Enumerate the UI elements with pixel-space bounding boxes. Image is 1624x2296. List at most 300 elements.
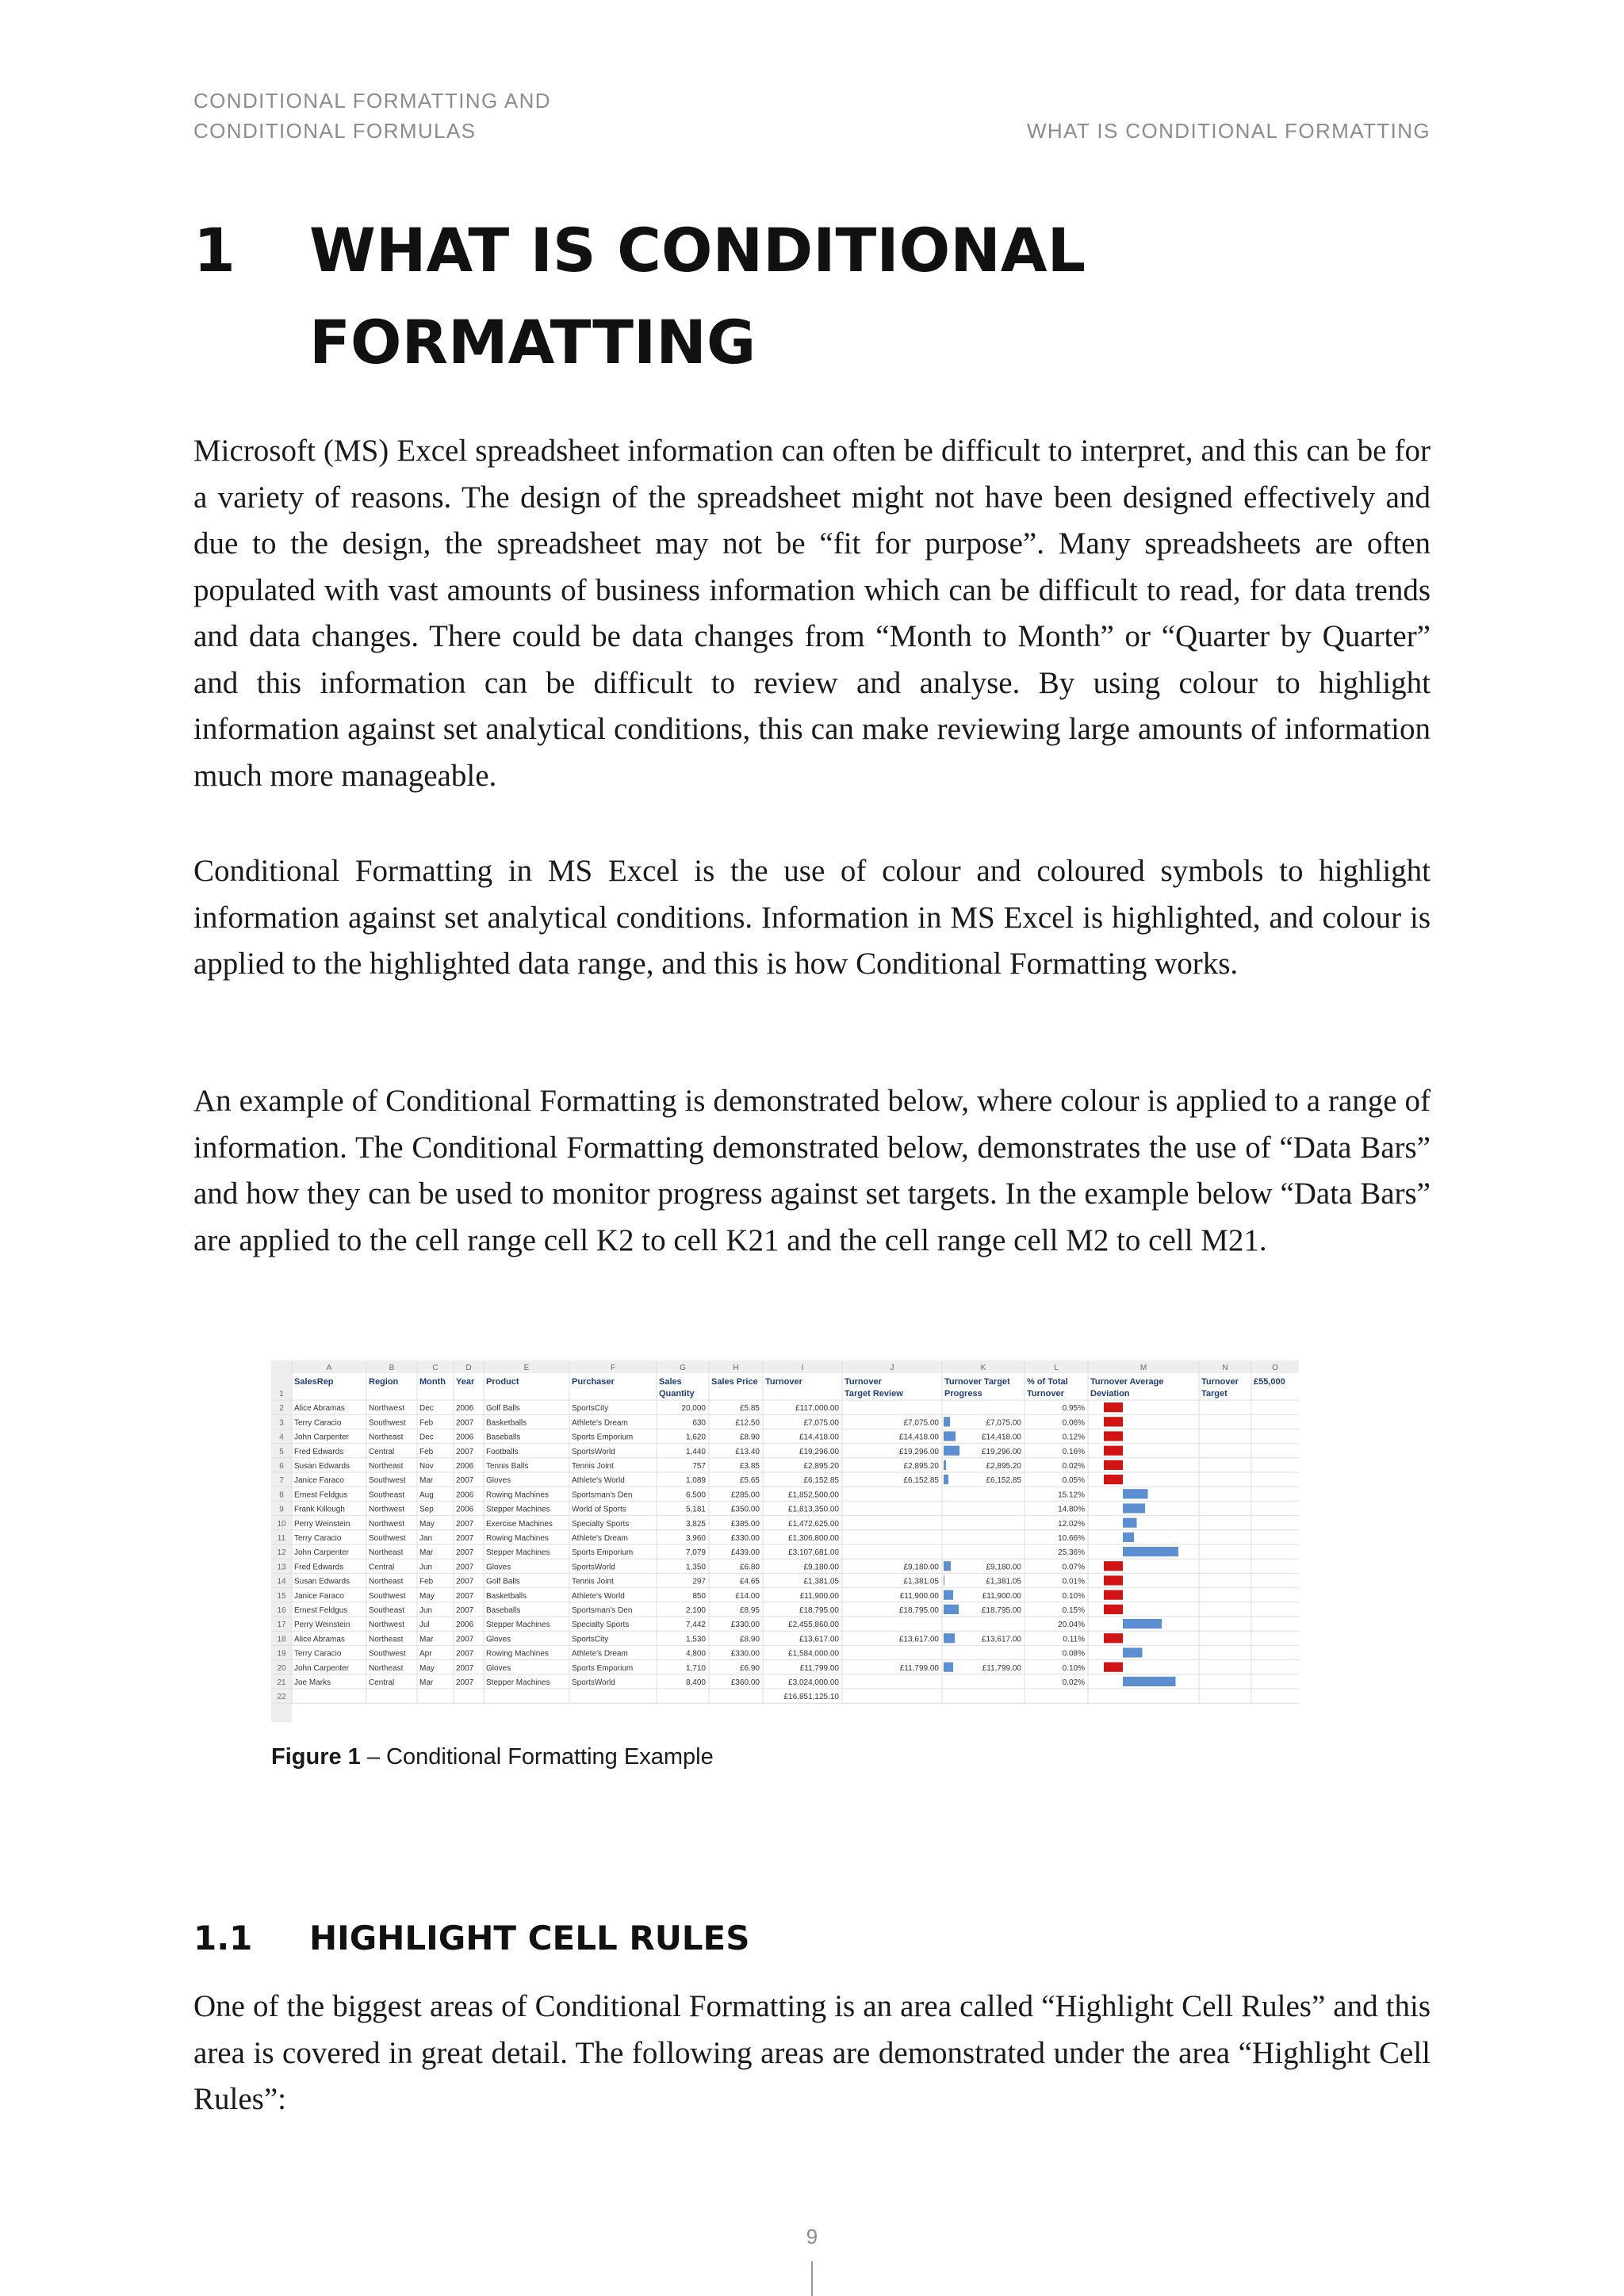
table-cell: May bbox=[419, 1591, 435, 1601]
column-header-line2: Turnover bbox=[1027, 1389, 1064, 1399]
deviation-data-bar bbox=[1104, 1663, 1123, 1672]
column-header-line2: Target Review bbox=[845, 1389, 903, 1399]
table-cell: £9,180.00 bbox=[803, 1563, 839, 1572]
table-cell: Mar bbox=[419, 1678, 434, 1687]
table-cell: Mar bbox=[419, 1635, 434, 1644]
table-cell: Joe Marks bbox=[294, 1678, 331, 1687]
table-cell: £330.00 bbox=[730, 1649, 760, 1659]
table-cell: £13.40 bbox=[735, 1447, 760, 1456]
table-cell: £18,795.00 bbox=[799, 1606, 839, 1615]
table-cell: Specialty Sports bbox=[572, 1519, 630, 1529]
table-cell: £11,900.00 bbox=[899, 1591, 939, 1601]
table-cell: Sportsman's Den bbox=[572, 1606, 633, 1615]
table-cell: Footballs bbox=[486, 1447, 519, 1456]
deviation-data-bar bbox=[1123, 1547, 1178, 1556]
table-cell: 0.15% bbox=[1062, 1606, 1085, 1615]
running-header-left bbox=[193, 86, 551, 146]
table-cell: SportsWorld bbox=[572, 1563, 615, 1572]
column-letter: I bbox=[801, 1364, 804, 1372]
table-cell: Stepper Machines bbox=[486, 1505, 550, 1514]
table-cell: £8.90 bbox=[739, 1433, 760, 1442]
table-cell: £11,799.00 bbox=[899, 1663, 939, 1673]
table-cell: £6,152.85 bbox=[903, 1476, 939, 1486]
table-cell: Stepper Machines bbox=[486, 1678, 550, 1687]
table-cell: £3.85 bbox=[739, 1462, 760, 1471]
column-header: SalesRep bbox=[294, 1377, 334, 1387]
column-header-line2: Target bbox=[1201, 1389, 1228, 1399]
table-cell: 1,440 bbox=[685, 1447, 706, 1456]
table-cell: 2007 bbox=[456, 1678, 474, 1687]
deviation-data-bar bbox=[1104, 1431, 1123, 1441]
table-cell: 2007 bbox=[456, 1649, 474, 1659]
deviation-data-bar bbox=[1104, 1575, 1123, 1585]
table-cell: 2007 bbox=[456, 1418, 474, 1428]
deviation-data-bar bbox=[1123, 1677, 1176, 1686]
progress-data-bar bbox=[944, 1417, 950, 1426]
column-header-line2: Quantity bbox=[659, 1389, 695, 1399]
table-cell: £2,455,860.00 bbox=[788, 1621, 839, 1630]
table-cell: Northwest bbox=[369, 1519, 405, 1529]
table-cell: 20,000 bbox=[681, 1404, 706, 1414]
deviation-data-bar bbox=[1123, 1647, 1143, 1657]
table-cell: Alice Abramas bbox=[294, 1635, 345, 1644]
deviation-data-bar bbox=[1123, 1503, 1145, 1513]
paragraph-example: An example of Conditional Formatting is demonstrated below, where colour is applied to a range of information. The Conditional Formatting demonstrated below, demonstrates the use of “Data Bars” and how they can be used to monitor progress against set targets. In the example below “Data Bars” are applied to the cell range cell K2 to cell K21 and the cell range cell M2 to cell M21. bbox=[193, 1084, 1431, 1257]
table-cell: 14.80% bbox=[1058, 1505, 1085, 1514]
column-letter: F bbox=[610, 1364, 616, 1372]
table-cell: 0.95% bbox=[1062, 1404, 1085, 1414]
deviation-data-bar bbox=[1104, 1590, 1123, 1600]
table-cell: Southwest bbox=[369, 1649, 406, 1659]
column-letter: O bbox=[1272, 1364, 1278, 1372]
table-cell: £14.00 bbox=[735, 1591, 760, 1601]
table-cell: £8.95 bbox=[739, 1606, 760, 1615]
table-cell: Feb bbox=[419, 1577, 434, 1586]
table-cell: 2007 bbox=[456, 1663, 474, 1673]
table-cell: Janice Faraco bbox=[294, 1591, 344, 1601]
table-cell: Perry Weinstein bbox=[294, 1519, 350, 1529]
table-cell: 3,825 bbox=[685, 1519, 706, 1529]
table-cell: £14,418.00 bbox=[799, 1433, 839, 1442]
deviation-data-bar bbox=[1104, 1417, 1123, 1426]
deviation-data-bar bbox=[1123, 1619, 1162, 1628]
table-cell: 0.02% bbox=[1062, 1462, 1085, 1471]
table-cell: £7,075.00 bbox=[903, 1418, 939, 1428]
section-number: 1.1 bbox=[193, 1919, 253, 1957]
chapter-title bbox=[309, 205, 1419, 388]
turnover-total: £16,851,125.10 bbox=[783, 1693, 839, 1702]
table-cell: 5,181 bbox=[685, 1505, 706, 1514]
table-cell: Apr bbox=[419, 1649, 432, 1659]
table-cell: Central bbox=[369, 1563, 395, 1572]
table-cell: Gloves bbox=[486, 1476, 511, 1486]
table-cell: Gloves bbox=[486, 1635, 511, 1644]
table-cell: Feb bbox=[419, 1418, 434, 1428]
row-number: 17 bbox=[277, 1621, 286, 1630]
table-cell: £9,180.00 bbox=[986, 1563, 1021, 1572]
chapter-title-line1: WHAT IS CONDITIONAL bbox=[309, 215, 1086, 285]
table-cell: 3,960 bbox=[685, 1534, 706, 1543]
column-header: £55,000 bbox=[1254, 1377, 1285, 1387]
table-cell: 4,800 bbox=[685, 1649, 706, 1659]
paragraph-highlight-cell-rules: One of the biggest areas of Conditional Formatting is an area called “Highlight Cell Rules” and this area is covered in great detail. The following areas are demonstrated under the area “Highlight Cell Rules”: bbox=[193, 1989, 1431, 2116]
table-cell: 25.36% bbox=[1058, 1548, 1085, 1558]
table-cell: 10.66% bbox=[1058, 1534, 1085, 1543]
table-cell: £3,107,681.00 bbox=[788, 1548, 839, 1558]
table-cell: £1,306,800.00 bbox=[788, 1534, 839, 1543]
column-header: Region bbox=[369, 1377, 399, 1387]
table-cell: Southwest bbox=[369, 1476, 406, 1486]
table-cell: Dec bbox=[419, 1404, 434, 1414]
table-cell: World of Sports bbox=[572, 1505, 626, 1514]
table-cell: 2007 bbox=[456, 1563, 474, 1572]
row-number: 6 bbox=[279, 1462, 284, 1471]
column-header: Sales Price bbox=[711, 1377, 758, 1387]
table-cell: Northeast bbox=[369, 1635, 404, 1644]
table-cell: Jun bbox=[419, 1606, 433, 1615]
row-number: 10 bbox=[277, 1519, 286, 1529]
progress-data-bar bbox=[944, 1663, 953, 1672]
spreadsheet-image bbox=[271, 1360, 1354, 1722]
header-left-line1: CONDITIONAL FORMATTING AND bbox=[193, 89, 551, 113]
table-cell: Jul bbox=[419, 1621, 430, 1630]
table-cell: Gloves bbox=[486, 1563, 511, 1572]
table-cell: Southwest bbox=[369, 1418, 406, 1428]
table-cell: Athlete's Dream bbox=[572, 1649, 628, 1659]
table-cell: £11,900.00 bbox=[982, 1591, 1021, 1601]
row-number: 9 bbox=[279, 1505, 284, 1514]
table-cell: 297 bbox=[692, 1577, 706, 1586]
table-cell: Nov bbox=[419, 1462, 434, 1471]
column-header-line2: Progress bbox=[944, 1389, 982, 1399]
table-cell: SportsCity bbox=[572, 1635, 609, 1644]
table-cell: £13,617.00 bbox=[898, 1635, 939, 1644]
table-cell: 757 bbox=[692, 1462, 706, 1471]
progress-data-bar bbox=[944, 1590, 953, 1600]
table-cell: Fred Edwards bbox=[294, 1447, 344, 1456]
column-letter: H bbox=[733, 1364, 739, 1372]
table-cell: Southwest bbox=[369, 1591, 406, 1601]
table-cell: £6.80 bbox=[739, 1563, 760, 1572]
table-cell: 1,350 bbox=[685, 1563, 706, 1572]
table-cell: Perry Weinstein bbox=[294, 1621, 350, 1630]
table-cell: SportsWorld bbox=[572, 1447, 615, 1456]
table-cell: 0.11% bbox=[1063, 1635, 1085, 1644]
table-cell: 12.02% bbox=[1058, 1519, 1085, 1529]
table-cell: 2007 bbox=[456, 1534, 474, 1543]
table-cell: 2007 bbox=[456, 1591, 474, 1601]
row-number: 2 bbox=[279, 1404, 284, 1414]
table-cell: £439.00 bbox=[730, 1548, 760, 1558]
table-cell: £1,813,350.00 bbox=[788, 1505, 839, 1514]
table-cell: 2007 bbox=[456, 1548, 474, 1558]
column-letter: N bbox=[1222, 1364, 1228, 1372]
deviation-data-bar bbox=[1104, 1561, 1123, 1571]
row-number: 20 bbox=[277, 1663, 286, 1673]
figure-caption-text: – Conditional Formatting Example bbox=[360, 1744, 714, 1770]
header-left-line2: CONDITIONAL FORMULAS bbox=[193, 119, 477, 143]
table-cell: Northwest bbox=[369, 1505, 405, 1514]
progress-data-bar bbox=[944, 1633, 955, 1643]
table-cell: 8,400 bbox=[685, 1678, 706, 1687]
table-cell: 0.16% bbox=[1062, 1447, 1085, 1456]
table-cell: Southwest bbox=[369, 1534, 406, 1543]
table-cell: Sports Emporium bbox=[572, 1433, 634, 1442]
deviation-data-bar bbox=[1123, 1533, 1134, 1542]
deviation-data-bar bbox=[1104, 1633, 1123, 1643]
table-cell: Baseballs bbox=[486, 1433, 521, 1442]
table-cell: 7,442 bbox=[685, 1621, 706, 1630]
table-cell: £9,180.00 bbox=[903, 1563, 939, 1572]
table-cell: £11,799.00 bbox=[799, 1663, 839, 1673]
table-cell: 1,089 bbox=[685, 1476, 706, 1486]
table-cell: £2,895.20 bbox=[803, 1462, 839, 1471]
table-cell: Ernest Feldgus bbox=[294, 1490, 348, 1500]
chapter-title-line2: FORMATTING bbox=[309, 307, 756, 377]
table-cell: Southeast bbox=[369, 1490, 405, 1500]
table-cell: Specialty Sports bbox=[572, 1621, 630, 1630]
page-number: 9 bbox=[806, 2225, 818, 2248]
table-cell: Terry Caracio bbox=[294, 1649, 342, 1659]
chapter-number: 1 bbox=[193, 215, 236, 285]
table-cell: May bbox=[419, 1663, 435, 1673]
table-cell: Feb bbox=[419, 1447, 434, 1456]
table-cell: 0.12% bbox=[1062, 1433, 1085, 1442]
table-cell: Central bbox=[369, 1678, 395, 1687]
table-cell: £13,617.00 bbox=[799, 1635, 839, 1644]
progress-data-bar bbox=[944, 1431, 956, 1441]
spreadsheet-figure bbox=[271, 1360, 1354, 1722]
table-cell: Tennis Joint bbox=[572, 1462, 614, 1471]
row-number: 15 bbox=[277, 1591, 286, 1601]
table-cell: 1,620 bbox=[685, 1433, 706, 1442]
table-cell: 2006 bbox=[456, 1621, 474, 1630]
table-cell: May bbox=[419, 1519, 435, 1529]
table-cell: Jun bbox=[419, 1563, 433, 1572]
row-number: 14 bbox=[277, 1577, 286, 1586]
column-header: Sales bbox=[659, 1377, 682, 1387]
table-cell: £7,075.00 bbox=[803, 1418, 839, 1428]
table-cell: £330.00 bbox=[730, 1621, 760, 1630]
table-cell: 7,079 bbox=[685, 1548, 706, 1558]
table-cell: £285.00 bbox=[730, 1490, 760, 1500]
table-cell: Stepper Machines bbox=[486, 1621, 550, 1630]
column-letter: B bbox=[389, 1364, 395, 1372]
table-cell: 20.04% bbox=[1058, 1621, 1085, 1630]
row-number: 7 bbox=[279, 1476, 284, 1486]
table-cell: £11,799.00 bbox=[982, 1663, 1021, 1673]
table-cell: 2006 bbox=[456, 1505, 474, 1514]
table-cell: 0.06% bbox=[1062, 1418, 1085, 1428]
column-letter: A bbox=[326, 1364, 332, 1372]
table-cell: Golf Balls bbox=[486, 1404, 520, 1414]
figure-label: Figure 1 bbox=[271, 1744, 361, 1770]
row-number: 5 bbox=[279, 1447, 284, 1456]
table-cell: Rowing Machines bbox=[486, 1649, 549, 1659]
table-cell: Sportsman's Den bbox=[572, 1490, 633, 1500]
table-cell: 2007 bbox=[456, 1606, 474, 1615]
paragraph-definition: Conditional Formatting in MS Excel is the use of colour and coloured symbols to highlight information against set analytical conditions. Information in MS Excel is highlighted, and colour is applied to the highlighted data range, and this is how Conditional Formatting works. bbox=[193, 854, 1431, 981]
table-cell: 6,500 bbox=[685, 1490, 706, 1500]
row-number: 18 bbox=[277, 1635, 286, 1644]
column-header-line2: Deviation bbox=[1090, 1389, 1130, 1399]
section-title: HIGHLIGHT CELL RULES bbox=[309, 1919, 750, 1957]
column-header: Turnover bbox=[845, 1377, 882, 1387]
column-letter: M bbox=[1139, 1364, 1147, 1372]
table-cell: £1,381.05 bbox=[903, 1577, 939, 1586]
table-cell: £6.90 bbox=[739, 1663, 760, 1673]
row-number: 19 bbox=[277, 1649, 286, 1659]
table-cell: Athlete's World bbox=[572, 1476, 625, 1486]
table-cell: Janice Faraco bbox=[294, 1476, 344, 1486]
table-cell: Susan Edwards bbox=[294, 1577, 350, 1586]
table-cell: 0.08% bbox=[1062, 1649, 1085, 1659]
table-cell: Northeast bbox=[369, 1663, 404, 1673]
table-cell: £330.00 bbox=[730, 1534, 760, 1543]
table-cell: Dec bbox=[419, 1433, 434, 1442]
deviation-data-bar bbox=[1104, 1475, 1123, 1484]
table-cell: John Carpenter bbox=[294, 1433, 349, 1442]
progress-data-bar bbox=[944, 1605, 959, 1614]
table-cell: £385.00 bbox=[730, 1519, 760, 1529]
table-cell: Athlete's World bbox=[572, 1591, 625, 1601]
table-cell: Northwest bbox=[369, 1404, 405, 1414]
row-number: 1 bbox=[279, 1390, 284, 1399]
column-letter: L bbox=[1054, 1364, 1059, 1372]
table-cell: Mar bbox=[419, 1476, 434, 1486]
table-cell: Sports Emporium bbox=[572, 1663, 634, 1673]
table-cell: Susan Edwards bbox=[294, 1462, 350, 1471]
table-cell: 0.10% bbox=[1062, 1663, 1085, 1673]
progress-data-bar bbox=[944, 1460, 946, 1470]
row-number: 12 bbox=[277, 1548, 286, 1558]
column-header: Product bbox=[486, 1377, 519, 1387]
column-header: Turnover Average bbox=[1090, 1377, 1164, 1387]
table-cell: Basketballs bbox=[486, 1418, 527, 1428]
table-cell: £14,418.00 bbox=[898, 1433, 939, 1442]
column-letter: D bbox=[465, 1364, 472, 1372]
progress-data-bar bbox=[944, 1561, 951, 1571]
table-cell: John Carpenter bbox=[294, 1548, 349, 1558]
table-cell: Baseballs bbox=[486, 1606, 521, 1615]
row-number: 4 bbox=[279, 1433, 284, 1442]
table-cell: Sep bbox=[419, 1505, 434, 1514]
table-cell: 2007 bbox=[456, 1635, 474, 1644]
table-cell: £14,418.00 bbox=[981, 1433, 1021, 1442]
deviation-data-bar bbox=[1104, 1446, 1123, 1456]
column-letter: K bbox=[980, 1364, 986, 1372]
deviation-data-bar bbox=[1104, 1460, 1123, 1470]
page-number-rule bbox=[811, 2261, 813, 2296]
row-number: 11 bbox=[277, 1534, 286, 1543]
table-cell: 0.05% bbox=[1062, 1476, 1085, 1486]
column-header: Turnover Target bbox=[944, 1377, 1010, 1387]
table-cell: 850 bbox=[692, 1591, 706, 1601]
table-cell: Alice Abramas bbox=[294, 1404, 345, 1414]
table-cell: £18,795.00 bbox=[898, 1606, 939, 1615]
running-header-right: WHAT IS CONDITIONAL FORMATTING bbox=[1026, 119, 1431, 143]
table-cell: Athlete's Dream bbox=[572, 1534, 628, 1543]
table-cell: Central bbox=[369, 1447, 395, 1456]
row-number: 16 bbox=[277, 1606, 286, 1615]
table-cell: 2006 bbox=[456, 1433, 474, 1442]
deviation-data-bar bbox=[1123, 1489, 1148, 1498]
figure-caption bbox=[271, 1744, 714, 1770]
column-header: Year bbox=[456, 1377, 475, 1387]
table-cell: £117,000.00 bbox=[795, 1404, 839, 1414]
table-cell: 2006 bbox=[456, 1490, 474, 1500]
table-cell: SportsCity bbox=[572, 1404, 609, 1414]
table-cell: Stepper Machines bbox=[486, 1548, 550, 1558]
table-cell: £5.65 bbox=[739, 1476, 760, 1486]
table-cell: £5.85 bbox=[739, 1404, 760, 1414]
paragraph-intro: Microsoft (MS) Excel spreadsheet information can often be difficult to interpret, and this can be for a variety of reasons. The design of the spreadsheet might not have been designed effectively and due to the design, the spreadsheet may not be “fit for purpose”. Many spreadsheets are often populated with vast amounts of business information which can be difficult to read, for data trends and data changes. There could be data changes from “Month to Month” or “Quarter by Quarter” and this information can be difficult to review and analyse. By using colour to highlight information against set analytical conditions, this can make reviewing large amounts of information much more manageable. bbox=[193, 434, 1431, 793]
table-cell: Basketballs bbox=[486, 1591, 527, 1601]
table-cell: £360.00 bbox=[730, 1678, 760, 1687]
table-cell: £1,584,000.00 bbox=[788, 1649, 839, 1659]
table-cell: £2,895.20 bbox=[986, 1462, 1021, 1471]
table-cell: Tennis Joint bbox=[572, 1577, 614, 1586]
table-cell: 0.02% bbox=[1062, 1678, 1085, 1687]
table-cell: 2007 bbox=[456, 1447, 474, 1456]
table-cell: 1,530 bbox=[685, 1635, 706, 1644]
table-cell: 2007 bbox=[456, 1577, 474, 1586]
column-letter: J bbox=[890, 1364, 894, 1372]
column-header: Month bbox=[419, 1377, 446, 1387]
row-number: 3 bbox=[279, 1418, 284, 1428]
table-cell: 630 bbox=[692, 1418, 706, 1428]
table-cell: Terry Caracio bbox=[294, 1418, 342, 1428]
table-cell: £18,795.00 bbox=[981, 1606, 1021, 1615]
column-letter: C bbox=[432, 1364, 439, 1372]
table-cell: Rowing Machines bbox=[486, 1534, 549, 1543]
column-header: Turnover bbox=[765, 1377, 802, 1387]
table-cell: Athlete's Dream bbox=[572, 1418, 628, 1428]
table-cell: 0.10% bbox=[1062, 1591, 1085, 1601]
table-cell: £13,617.00 bbox=[981, 1635, 1021, 1644]
table-cell: £1,472,625.00 bbox=[788, 1519, 839, 1529]
table-cell: Exercise Machines bbox=[486, 1519, 553, 1529]
deviation-data-bar bbox=[1104, 1605, 1123, 1614]
table-cell: Aug bbox=[419, 1490, 434, 1500]
table-cell: Northeast bbox=[369, 1433, 404, 1442]
table-cell: 0.07% bbox=[1062, 1563, 1085, 1572]
table-cell: £6,152.85 bbox=[986, 1476, 1021, 1486]
table-cell: Fred Edwards bbox=[294, 1563, 344, 1572]
table-cell: £19,296.00 bbox=[981, 1447, 1021, 1456]
table-cell: £1,381.05 bbox=[803, 1577, 839, 1586]
table-cell: Golf Balls bbox=[486, 1577, 520, 1586]
table-cell: £2,895.20 bbox=[903, 1462, 939, 1471]
table-cell: Tennis Balls bbox=[486, 1462, 529, 1471]
table-cell: Mar bbox=[419, 1548, 434, 1558]
table-cell: 2006 bbox=[456, 1462, 474, 1471]
deviation-data-bar bbox=[1104, 1402, 1123, 1412]
table-cell: Northwest bbox=[369, 1621, 405, 1630]
table-cell: 2007 bbox=[456, 1519, 474, 1529]
column-header: Turnover bbox=[1201, 1377, 1239, 1387]
table-cell: £3,024,000.00 bbox=[788, 1678, 839, 1687]
table-cell: Rowing Machines bbox=[486, 1490, 549, 1500]
table-cell: John Carpenter bbox=[294, 1663, 349, 1673]
table-cell: Ernest Feldgus bbox=[294, 1606, 348, 1615]
table-cell: £350.00 bbox=[730, 1505, 760, 1514]
column-letter: E bbox=[523, 1364, 530, 1372]
deviation-data-bar bbox=[1123, 1518, 1137, 1528]
table-cell: Northeast bbox=[369, 1548, 404, 1558]
table-cell: Frank Killough bbox=[294, 1505, 345, 1514]
table-cell: £6,152.85 bbox=[803, 1476, 839, 1486]
